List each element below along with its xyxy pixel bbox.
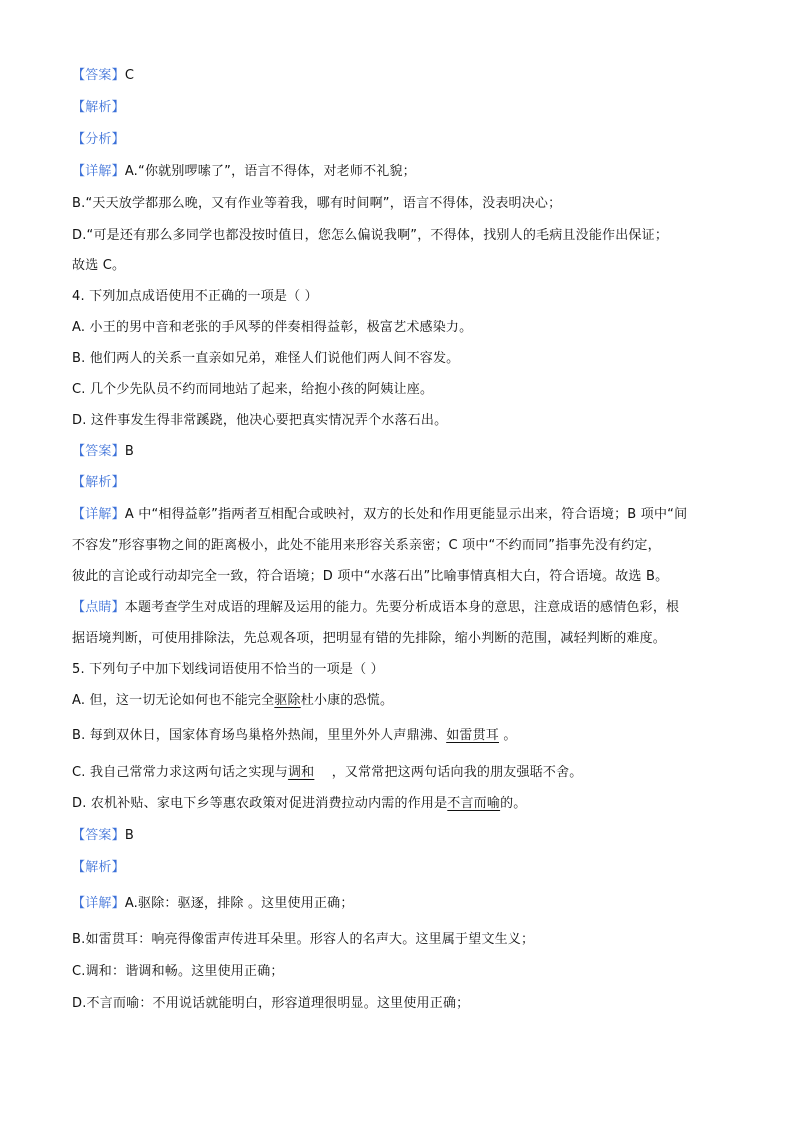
- answer-tag: 【答案】: [72, 444, 125, 459]
- detail-text: A 中“相得益彰”指两者互相配合或映衬，双方的长处和作用更能显示出来，符合语境；B 项中“间: [124, 507, 688, 522]
- option-b-post: 。: [499, 728, 517, 743]
- question-4-option-b: B. 他们两人的关系一直亲如兄弟，难怪人们说他们两人间不容发。: [72, 351, 460, 366]
- detail-tag: 【详解】: [72, 507, 125, 522]
- question-4-option-c: C. 几个少先队员不约而同地站了起来，给抱小孩的阿姨让座。: [72, 382, 434, 397]
- answer-tag: 【答案】: [72, 828, 125, 843]
- q5-detail-line-d: D.不言而喻：不用说话就能明白，形容道理很明显。这里使用正确；: [72, 996, 470, 1011]
- answer-value: C: [124, 68, 135, 83]
- question-4-option-a: A. 小王的男中音和老张的手风琴的伴奏相得益彰，极富艺术感染力。: [72, 320, 473, 335]
- detail-line: [72, 162, 732, 182]
- q4-analysis-line: [72, 473, 732, 493]
- q4-dianjing-line-2: 据语境判断，可使用排除法，先总观各项，把明显有错的先排除，缩小判断的范围，减轻判断的难度。: [72, 631, 667, 646]
- q5-answer-line: [72, 826, 732, 846]
- q5-detail-line-a: [72, 894, 732, 914]
- question-4-option-d: D. 这件事发生得非常蹊跷，他决心要把真实情况弄个水落石出。: [72, 413, 448, 428]
- option-b-underlined: 如雷贯耳: [446, 728, 499, 743]
- answer-line: [72, 66, 732, 86]
- fenxi-tag: 【分析】: [72, 132, 125, 147]
- q5-analysis-line: [72, 858, 732, 878]
- option-a-post: 杜小康的恐慌。: [300, 693, 394, 708]
- option-a-underlined: 驱除: [274, 693, 301, 708]
- option-c-underlined: 调和: [287, 765, 315, 780]
- answer-value: B: [124, 828, 134, 843]
- q4-detail-line-2: 不容发”形容事物之间的距离极小，此处不能用来形容关系亲密；C 项中“不约而同”指事先没有约定，: [72, 538, 661, 553]
- dianjing-text: 本题考查学生对成语的理解及运用的能力。先要分析成语本身的意思，注意成语的感情色彩，根: [124, 600, 680, 615]
- question-5-option-b: [72, 726, 732, 746]
- q5-detail-line-c: C.调和：谐调和畅。这里使用正确；: [72, 964, 284, 979]
- analysis-line: [72, 98, 732, 118]
- question-4-stem: 4. 下列加点成语使用不正确的一项是（ ）: [72, 289, 318, 304]
- option-d-pre: D. 农机补贴、家电下乡等惠农政策对促进消费拉动内需的作用是: [72, 796, 448, 811]
- q4-answer-line: [72, 442, 732, 462]
- question-5-option-a: [72, 691, 732, 711]
- option-c-post: ，又常常把这两句话向我的朋友强聒不舍。: [314, 765, 583, 780]
- detail-text: A.驱除：驱逐，排除 。这里使用正确；: [124, 896, 354, 911]
- option-a-pre: A. 但，这一切无论如何也不能完全: [72, 693, 275, 708]
- q5-detail-line-b: B.如雷贯耳：响亮得像雷声传进耳朵里。形容人的名声大。这里属于望文生义；: [72, 932, 535, 947]
- answer-value: B: [124, 444, 134, 459]
- detail-d-line: D.“可是还有那么多同学也都没按时值日，您怎么偏说我啊”，不得体，找别人的毛病且没能作出保证；: [72, 228, 669, 243]
- analysis-tag: 【解析】: [72, 860, 125, 875]
- fenxi-line: [72, 130, 732, 150]
- option-d-post: 的。: [500, 796, 527, 811]
- answer-tag: 【答案】: [72, 68, 125, 83]
- q4-detail-line-3: 彼此的言论或行动却完全一致，符合语境；D 项中“水落石出”比喻事情真相大白，符合语境。故选 B。: [72, 569, 669, 584]
- question-5-stem: 5. 下列句子中加下划线词语使用不恰当的一项是（ ）: [72, 662, 384, 677]
- detail-text: A.“你就别啰嗦了”，语言不得体，对老师不礼貌；: [124, 164, 416, 179]
- detail-tag: 【详解】: [72, 164, 125, 179]
- analysis-tag: 【解析】: [72, 100, 125, 115]
- question-5-option-d: [72, 794, 732, 814]
- option-b-pre: B. 每到双休日，国家体育场鸟巢格外热闹，里里外外人声鼎沸、: [72, 728, 447, 743]
- detail-b-line: B.“天天放学都那么晚，又有作业等着我，哪有时间啊”，语言不得体，没表明决心；: [72, 196, 562, 211]
- option-d-underlined: 不言而喻: [447, 796, 501, 811]
- analysis-tag: 【解析】: [72, 475, 125, 490]
- select-line: 故选 C。: [72, 258, 126, 273]
- dianjing-tag: 【点睛】: [72, 600, 125, 615]
- option-c-pre: C. 我自己常常力求这两句话之实现与: [72, 765, 288, 780]
- detail-tag: 【详解】: [72, 896, 125, 911]
- q4-detail-line-1: [72, 505, 732, 525]
- question-5-option-c: [72, 763, 732, 783]
- q4-dianjing-line-1: [72, 598, 732, 618]
